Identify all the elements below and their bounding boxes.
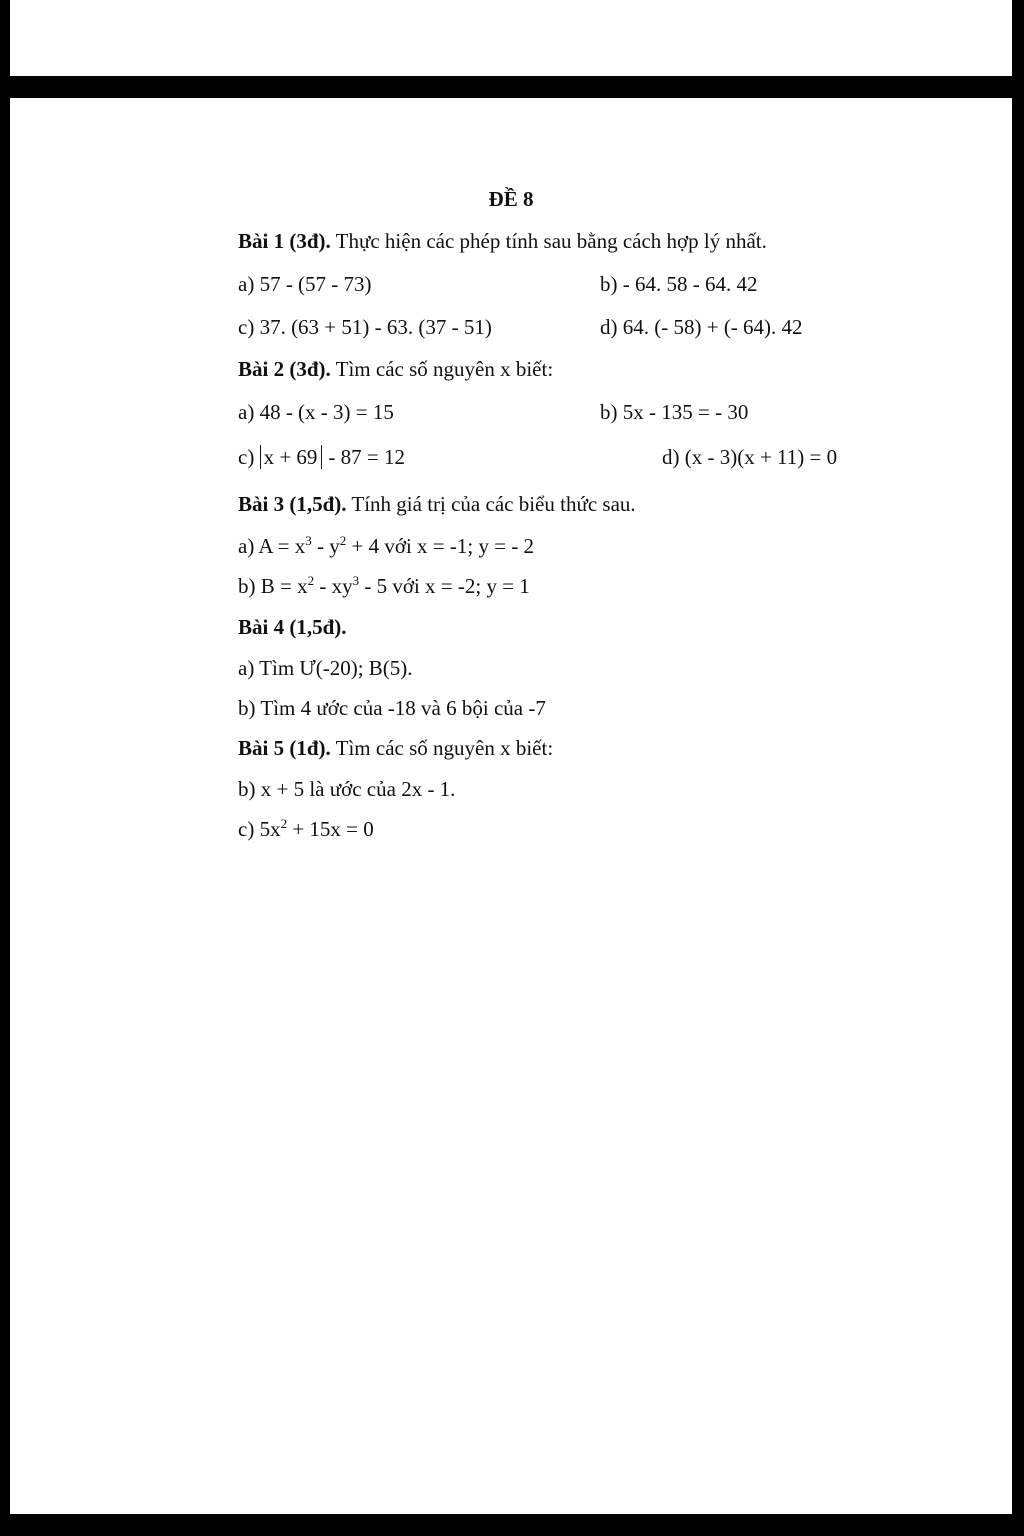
bai5-c-part2: + 15x = 0 [287,817,374,841]
bai1-statement [238,228,767,254]
bai1-a: a) 57 - (57 - 73) [238,272,372,296]
bai3-heading: Bài 3 (1,5đ). [238,492,347,516]
bai5-b: b) x + 5 là ước của 2x - 1. [238,777,456,801]
bai3-a-exp2: 2 [339,533,347,548]
bai5-c [238,816,374,842]
bai2-heading: Bài 2 (3đ). [238,357,331,381]
bai3-b-exp1: 2 [307,573,315,588]
bai2-statement [238,356,553,382]
bai3-b-exp2: 3 [352,573,360,588]
bai1-heading: Bài 1 (3đ). [238,229,331,253]
bai5-c-part1: c) 5x [238,817,281,841]
bai5-statement [238,735,553,761]
absolute-value-expression: x + 69 [260,445,323,469]
page-title: ĐỀ 8 [488,187,534,211]
bai3-b-part3: - 5 với x = -2; y = 1 [359,574,530,598]
bai3-a [238,533,534,559]
bai2-text: Tìm các số nguyên x biết: [330,357,554,381]
bai4-b: b) Tìm 4 ước của -18 và 6 bội của -7 [238,696,546,720]
bai2-d: d) (x - 3)(x + 11) = 0 [662,445,838,469]
bai3-text: Tính giá trị của các biểu thức sau. [346,492,636,516]
bai4-heading: Bài 4 (1,5đ). [238,615,347,639]
bai3-statement [238,491,636,517]
bai5-heading: Bài 5 (1đ). [238,736,331,760]
bai3-b-part2: - xy [314,574,353,598]
bai2-b: b) 5x - 135 = - 30 [600,400,749,424]
bai3-a-part2: - y [311,534,340,558]
bai2-c-prefix: c) [238,445,260,469]
bai4-a: a) Tìm Ư(-20); B(5). [238,656,413,680]
bai5-text: Tìm các số nguyên x biết: [330,736,554,760]
bai1-b: b) - 64. 58 - 64. 42 [600,272,758,296]
previous-page-edge [10,0,1012,76]
bai2-c [238,444,405,470]
bai1-text: Thực hiện các phép tính sau bằng cách hợp lý nhất. [330,229,767,253]
bai2-c-suffix: - 87 = 12 [328,445,406,469]
bai2-a: a) 48 - (x - 3) = 15 [238,400,394,424]
bai3-a-part1: a) A = x [238,534,306,558]
bai3-b-part1: b) B = x [238,574,308,598]
bai1-d: d) 64. (- 58) + (- 64). 42 [600,315,803,339]
bai1-c: c) 37. (63 + 51) - 63. (37 - 51) [238,315,492,339]
bai3-a-part3: + 4 với x = -1; y = - 2 [346,534,535,558]
bai3-b [238,573,530,599]
document-page [10,98,1012,1514]
bai5-c-exp: 2 [280,816,288,831]
bai3-a-exp1: 3 [305,533,312,548]
